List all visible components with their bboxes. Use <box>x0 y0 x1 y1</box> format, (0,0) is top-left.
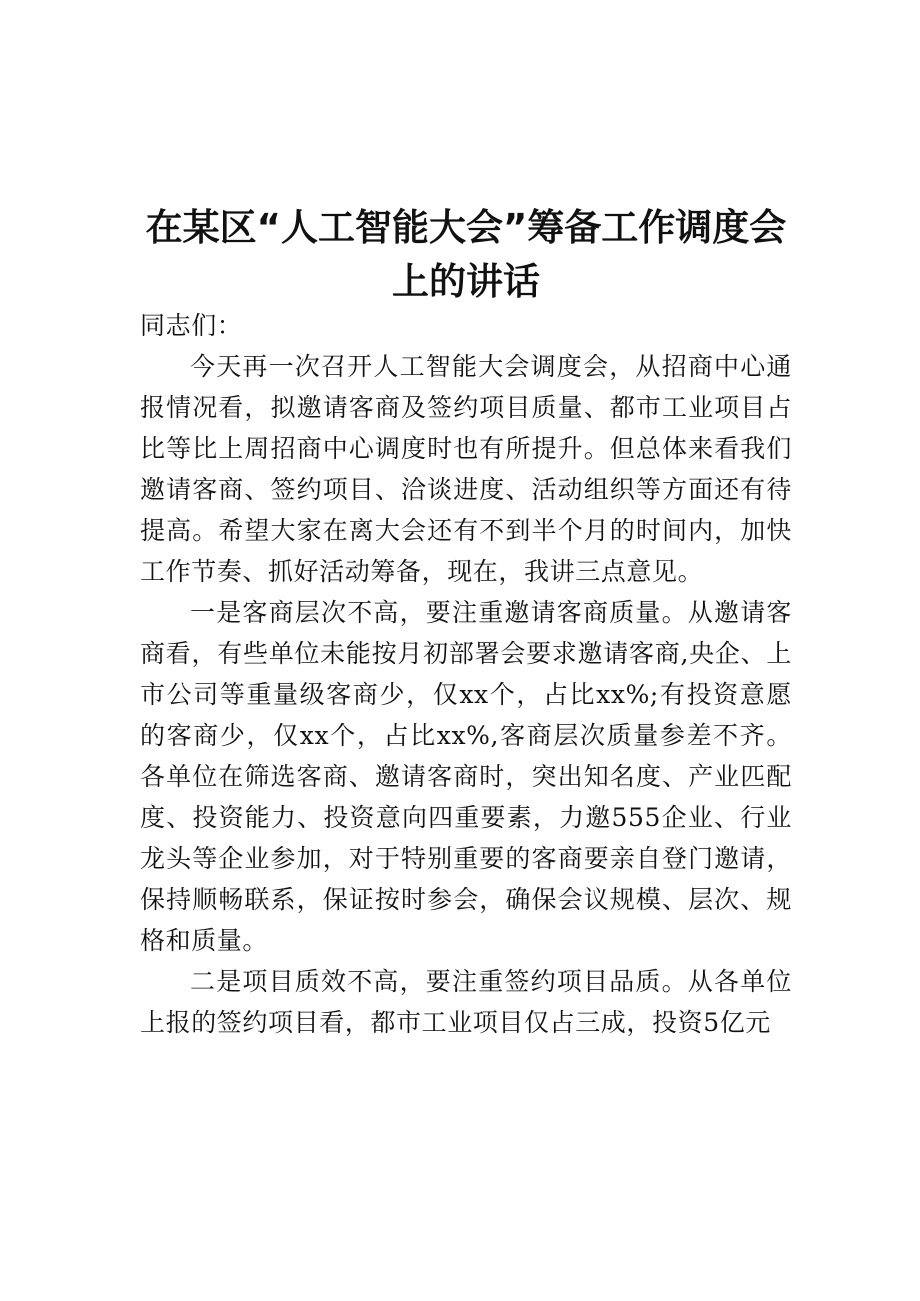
paragraph-point-two: 二是项目质效不高，要注重签约项目品质。从各单位上报的签约项目看，都市工业项目仅占三成，投资5亿元 <box>140 967 792 1037</box>
salutation: 同志们： <box>140 311 243 340</box>
document-title: 在某区“人工智能大会”筹备工作调度会上的讲话 <box>145 206 787 303</box>
paragraph-point-one: 一是客商层次不高，要注重邀请客商质量。从邀请客商看，有些单位未能按月初部署会要求邀请客商,央企、上市公司等重量级客商少，仅xx个，占比xx%;有投资意愿的客商少，仅xx个，占比xx%,客商层次质量参差不齐。各单位在筛选客商、邀请客商时，突出知名度、产业匹配度、投资能力、投资意向四重要素，力邀555企业、行业龙头等企业参加，对于特别重要的客商要亲自登门邀请，保持顺畅联系，保证按时参会，确保会议规模、层次、规格和质量。 <box>140 598 792 955</box>
paragraph-intro: 今天再一次召开人工智能大会调度会，从招商中心通报情况看，拟邀请客商及签约项目质量、都市工业项目占比等比上周招商中心调度时也有所提升。但总体来看我们邀请客商、签约项目、洽谈进度、活动组织等方面还有待提高。希望大家在离大会还有不到半个月的时间内，加快工作节奏、抓好活动筹备，现在，我讲三点意见。 <box>140 352 792 586</box>
document-body <box>140 305 792 1043</box>
